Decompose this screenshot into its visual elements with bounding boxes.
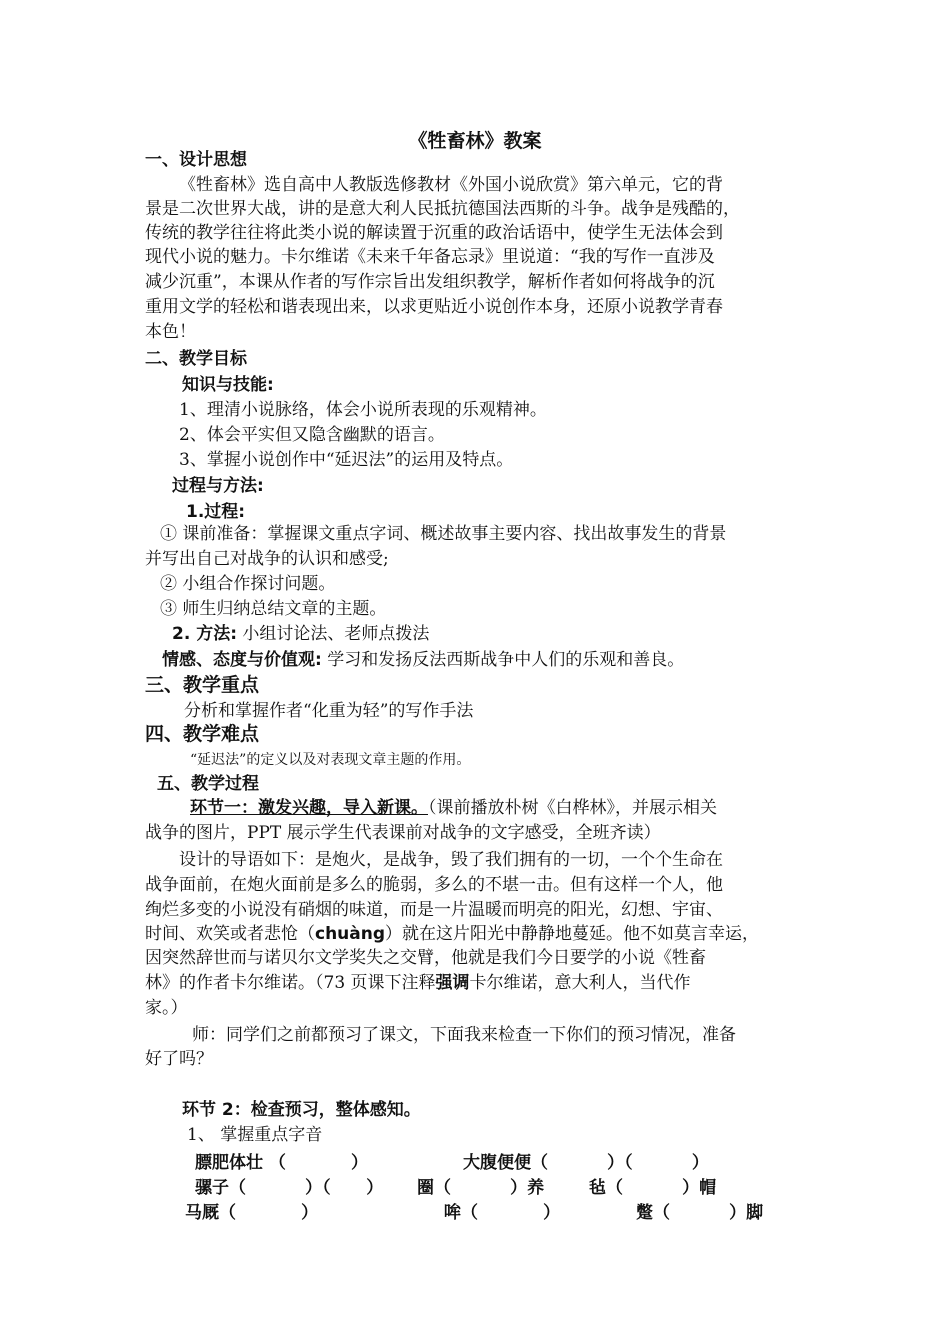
goal-item: 1、理清小说脉络，体会小说所表现的乐观精神。 bbox=[179, 400, 547, 420]
step-2-item: 1、 掌握重点字音 bbox=[187, 1125, 323, 1145]
intro-text: 时间、欢笑或者悲怆（ bbox=[145, 924, 315, 944]
method-label: 2. 方法: bbox=[172, 624, 238, 644]
pronunciation-word: 马厩（ ） bbox=[185, 1203, 319, 1223]
process-method-label: 过程与方法: bbox=[172, 476, 264, 496]
section-3-heading: 三、教学重点 bbox=[145, 674, 260, 696]
method-text: 小组讨论法、老师点拨法 bbox=[237, 624, 430, 644]
pronunciation-word: 哞（ ） bbox=[444, 1203, 561, 1223]
process-item: 并写出自己对战争的认识和感受; bbox=[145, 549, 389, 569]
intro-line bbox=[145, 922, 759, 946]
step-2-heading: 环节 2：检查预习，整体感知。 bbox=[182, 1100, 421, 1120]
intro-line: 绚烂多变的小说没有硝烟的味道，而是一片温暖而明亮的阳光，幻想、宇宙、 bbox=[145, 900, 723, 920]
pronunciation-word: 圈（ ）养 bbox=[417, 1178, 545, 1198]
key-point-text: 分析和掌握作者“化重为轻”的写作手法 bbox=[184, 701, 474, 721]
page-title: 《牲畜林》教案 bbox=[408, 130, 542, 152]
pronunciation-word: 大腹便便（ ）（ ） bbox=[463, 1153, 709, 1173]
emotion-label: 情感、态度与价值观: bbox=[162, 650, 322, 670]
pronunciation-word: 骡子（ ）（ ） bbox=[195, 1178, 384, 1198]
section-1-heading: 一、设计思想 bbox=[145, 150, 247, 170]
intro-text: 卡尔维诺，意大利人，当代作 bbox=[469, 973, 691, 993]
design-paragraph-line: 现代小说的魅力。卡尔维诺《未来千年备忘录》里说道：“我的写作一直涉及 bbox=[145, 247, 715, 267]
process-item: ① 课前准备：掌握课文重点字词、概述故事主要内容、找出故事发生的背景 bbox=[160, 524, 727, 544]
design-paragraph-line: 重用文学的轻松和谐表现出来，以求更贴近小说创作本身，还原小说教学青春 bbox=[145, 297, 723, 317]
emphasis-text: 强调 bbox=[435, 973, 470, 993]
design-paragraph-line: 景是二次世界大战，讲的是意大利人民抵抗德国法西斯的斗争。战争是残酷的， bbox=[145, 199, 740, 219]
pinyin-chuang: chuàng bbox=[315, 924, 386, 944]
step-1-rest: （课前播放朴树《白桦林》，并展示相关 bbox=[428, 798, 717, 818]
design-paragraph-line: 减少沉重”，本课从作者的写作宗旨出发组织教学，解析作者如何将战争的沉 bbox=[145, 272, 715, 292]
teacher-line: 师：同学们之前都预习了课文，下面我来检查一下你们的预习情况，准备 bbox=[192, 1025, 736, 1045]
step-1-label: 环节一：激发兴趣，导入新课。 bbox=[190, 798, 428, 818]
step-1-line-2: 战争的图片，PPT 展示学生代表课前对战争的文字感受，全班齐读） bbox=[145, 823, 661, 843]
intro-line: 战争面前，在炮火面前是多么的脆弱，多么的不堪一击。但有这样一个人，他 bbox=[145, 875, 723, 895]
method-line bbox=[172, 622, 429, 646]
intro-line: 家。） bbox=[145, 998, 188, 1018]
process-sub-label: 1.过程: bbox=[186, 502, 246, 522]
intro-text: 林》的作者卡尔维诺。（73 页课下注释 bbox=[145, 973, 436, 993]
pronunciation-word: 蹩（ ）脚 bbox=[636, 1203, 764, 1223]
design-paragraph-line: 传统的教学往往将此类小说的解读置于沉重的政治话语中，使学生无法体会到 bbox=[145, 223, 723, 243]
design-paragraph-line: 《牲畜林》选自高中人教版选修教材《外国小说欣赏》第六单元，它的背 bbox=[179, 175, 723, 195]
intro-line bbox=[145, 971, 691, 995]
emotion-line bbox=[162, 648, 684, 672]
pronunciation-word: 膘肥体壮 （ ） bbox=[195, 1153, 369, 1173]
teacher-line: 好了吗？ bbox=[145, 1049, 213, 1069]
step-1-line bbox=[190, 796, 717, 820]
goal-item: 2、体会平实但又隐含幽默的语言。 bbox=[179, 425, 445, 445]
goal-item: 3、掌握小说创作中“延迟法”的运用及特点。 bbox=[179, 450, 514, 470]
intro-line: 因突然辞世而与诺贝尔文学奖失之交臂，他就是我们今日要学的小说《牲畜 bbox=[145, 948, 706, 968]
section-2-heading: 二、教学目标 bbox=[145, 349, 247, 369]
process-item: ② 小组合作探讨问题。 bbox=[160, 574, 336, 594]
difficulty-text: “延迟法”的定义以及对表现文章主题的作用。 bbox=[190, 752, 471, 768]
knowledge-skills-label: 知识与技能: bbox=[182, 375, 274, 395]
intro-text: ）就在这片阳光中静静地蔓延。他不如莫言幸运， bbox=[385, 924, 760, 944]
section-4-heading: 四、教学难点 bbox=[145, 723, 260, 745]
intro-line: 设计的导语如下：是炮火，是战争，毁了我们拥有的一切，一个个生命在 bbox=[179, 850, 723, 870]
section-5-heading: 五、教学过程 bbox=[157, 774, 259, 794]
process-item: ③ 师生归纳总结文章的主题。 bbox=[160, 599, 387, 619]
emotion-text: 学习和发扬反法西斯战争中人们的乐观和善良。 bbox=[321, 650, 685, 670]
pronunciation-word: 毡（ ）帽 bbox=[589, 1178, 717, 1198]
design-paragraph-line: 本色！ bbox=[145, 322, 196, 342]
